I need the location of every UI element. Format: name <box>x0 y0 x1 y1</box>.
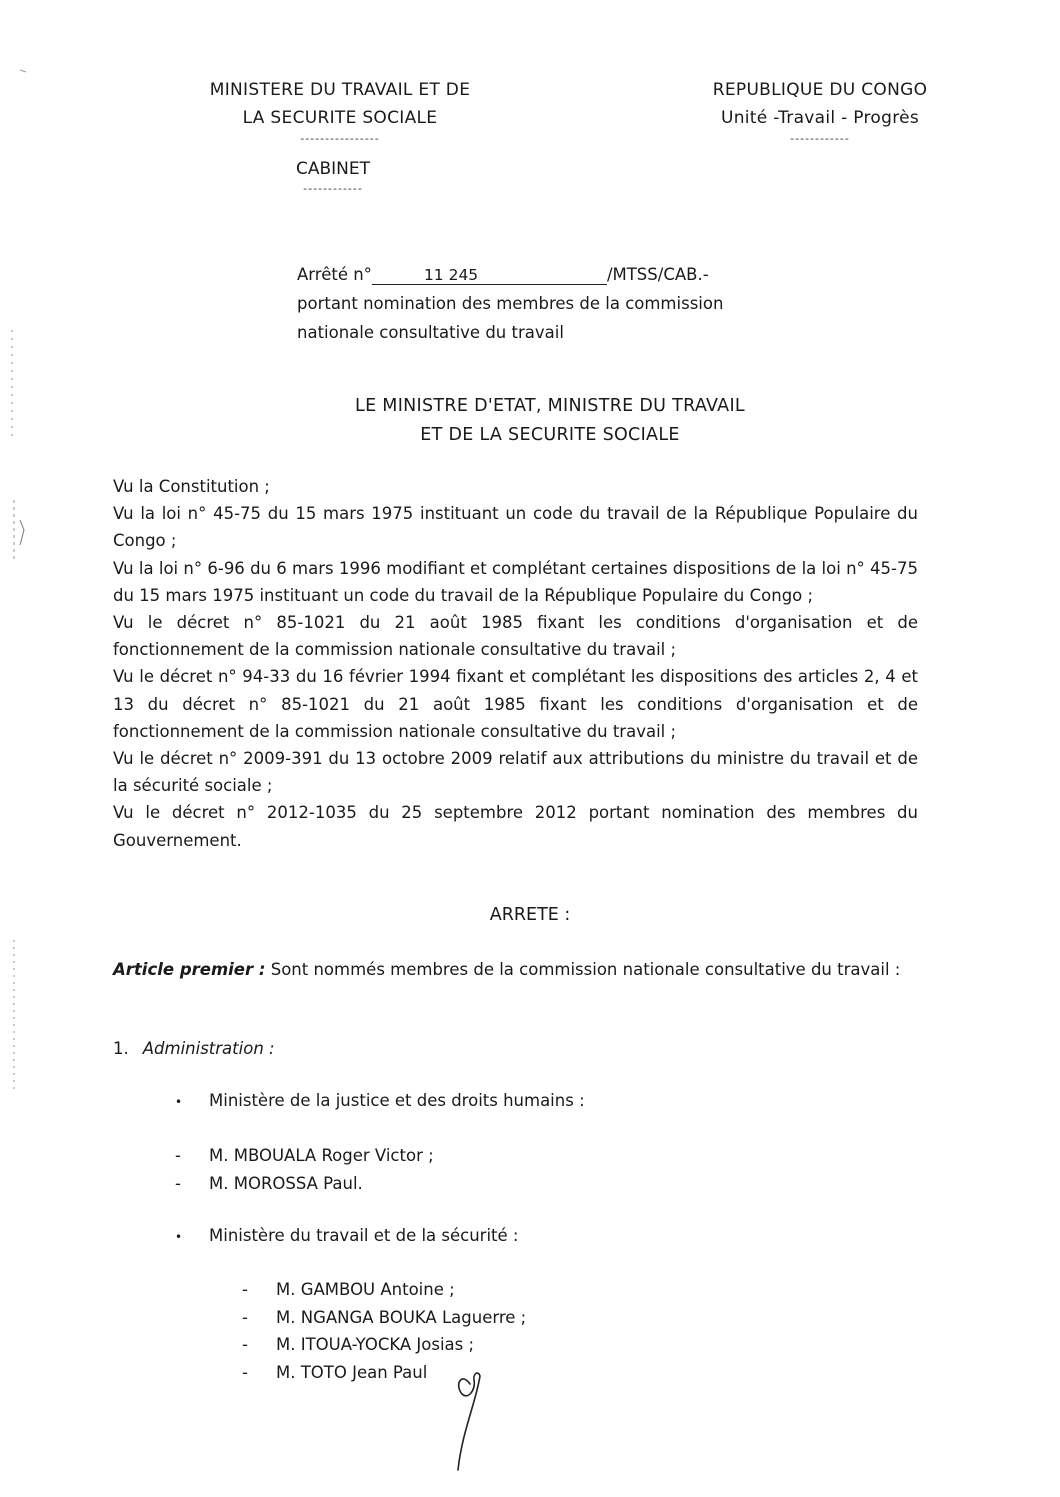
visa-item: Vu le décret n° 94-33 du 16 février 1994 fixant et complétant les dispositions des articles 2, 4 et 13 du décret n° 85-1021 du 21 août 1985 fixant les conditions d'organisation et de fonctionnement de la commission nationale consultative du travail ; <box>113 667 918 741</box>
dash-icon: - <box>242 1335 248 1354</box>
republic-header <box>660 76 980 146</box>
dash-icon: - <box>175 1173 181 1193</box>
visa-item: Vu le décret n° 85-1021 du 21 août 1985 fixant les conditions d'organisation et de fonctionnement de la commission nationale consultative du travail ; <box>113 613 918 660</box>
cabinet-label: CABINET <box>295 159 371 179</box>
section-title: Administration : <box>142 1039 275 1058</box>
list-item <box>242 1331 526 1359</box>
cabinet-header <box>268 156 398 196</box>
arrete-subject-line1: portant nomination des membres de la commission <box>297 294 724 313</box>
visas-section <box>113 473 918 854</box>
ministry-name-line2: LA SECURITE SOCIALE <box>242 108 438 128</box>
arrete-reference <box>297 260 817 289</box>
republic-name: REPUBLIQUE DU CONGO <box>712 80 928 100</box>
member-name: M. MBOUALA Roger Victor ; <box>209 1146 434 1165</box>
list-item <box>175 1142 434 1170</box>
minister-title-line1: LE MINISTRE D'ETAT, MINISTRE DU TRAVAIL <box>355 396 745 416</box>
visa-item: Vu la loi n° 45-75 du 15 mars 1975 instituant un code du travail de la République Populaire du Congo ; <box>113 504 918 551</box>
list-item <box>242 1304 526 1332</box>
article-lead: Article premier : <box>113 960 266 979</box>
article-text: Sont nommés membres de la commission nationale consultative du travail : <box>270 960 901 979</box>
justice-members-list <box>175 1142 434 1197</box>
list-item <box>242 1276 526 1304</box>
arrete-subject-line2: nationale consultative du travail <box>297 323 564 342</box>
visa-item: Vu le décret n° 2012-1035 du 25 septembre 2012 portant nomination des membres du Gouvernement. <box>113 803 918 850</box>
dash-icon: - <box>242 1307 248 1327</box>
dash-icon: - <box>242 1362 248 1382</box>
member-name: M. TOTO Jean Paul <box>276 1362 428 1382</box>
member-name: M. MOROSSA Paul. <box>209 1173 363 1193</box>
visa-item: Vu le décret n° 2009-391 du 13 octobre 2009 relatif aux attributions du ministre du travail et de la sécurité sociale ; <box>113 749 918 796</box>
arrete-number: 11 245 <box>372 266 607 285</box>
arrete-heading <box>297 260 817 347</box>
bullet-icon: • <box>175 1094 183 1109</box>
handwritten-initial-mark <box>440 1362 490 1472</box>
dash-icon: - <box>242 1280 248 1299</box>
ministry-header <box>150 76 530 146</box>
scan-margin-marks <box>0 0 40 1497</box>
administration-heading <box>113 1036 513 1062</box>
section-number: 1. <box>113 1039 129 1058</box>
ministry-labour-heading <box>175 1223 775 1250</box>
minister-title-line2: ET DE LA SECURITE SOCIALE <box>420 425 680 445</box>
member-name: M. ITOUA-YOCKA Josias ; <box>276 1335 475 1354</box>
ministry-labour-name: Ministère du travail et de la sécurité : <box>209 1226 519 1245</box>
member-name: M. NGANGA BOUKA Laguerre ; <box>276 1307 527 1327</box>
visa-item: Vu la loi n° 6-96 du 6 mars 1996 modifiant et complétant certaines dispositions de la loi n° 45-75 du 15 mars 1975 instituant un code du travail de la République Populaire du Congo ; <box>113 558 918 605</box>
national-motto: Unité -Travail - Progrès <box>720 108 920 128</box>
arrete-suffix: /MTSS/CAB.- <box>606 265 709 284</box>
ministry-name-line1: MINISTERE DU TRAVAIL ET DE <box>209 80 471 100</box>
minister-title <box>250 392 850 450</box>
list-item <box>175 1170 434 1198</box>
member-name: M. GAMBOU Antoine ; <box>276 1280 455 1299</box>
visa-item: Vu la Constitution ; <box>113 477 270 496</box>
arrete-prefix: Arrêté n° <box>297 265 372 284</box>
bullet-icon: • <box>175 1229 183 1244</box>
dash-icon: - <box>175 1146 181 1165</box>
article-premier <box>113 956 918 983</box>
republic-separator: ------------ <box>790 132 850 145</box>
ministry-separator: ---------------- <box>300 132 380 145</box>
ministry-justice-heading <box>175 1088 775 1115</box>
ministry-justice-name: Ministère de la justice et des droits humains : <box>209 1091 585 1110</box>
cabinet-separator: ------------ <box>303 182 363 195</box>
arrete-title: ARRETE : <box>489 905 571 925</box>
